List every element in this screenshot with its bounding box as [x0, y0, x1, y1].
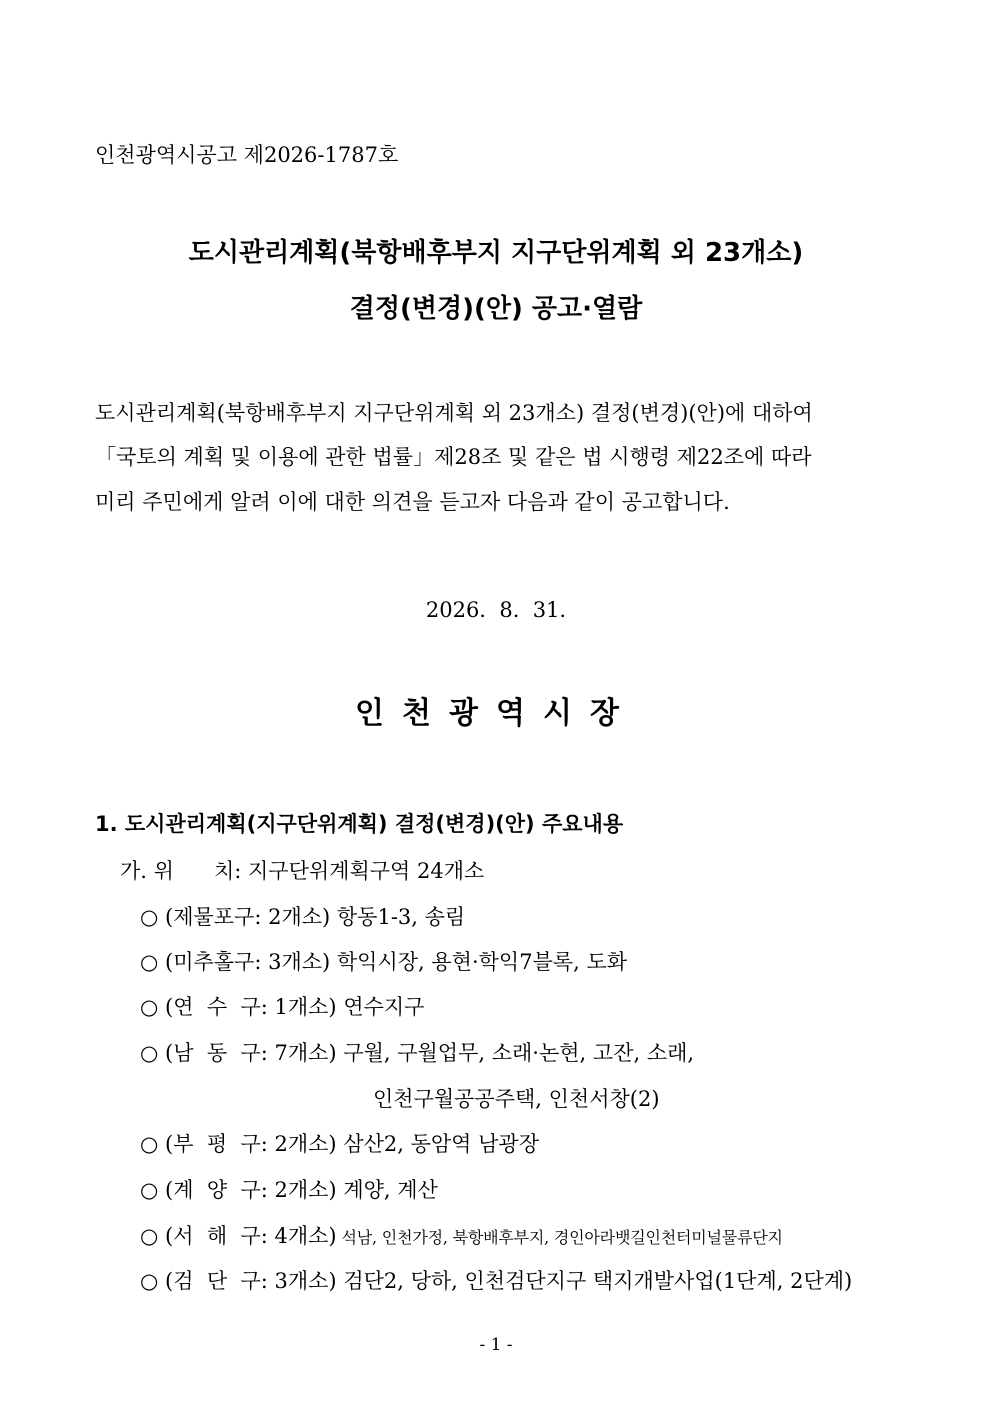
- district-places: 검단2, 당하, 인천검단지구 택지개발사업(1단계, 2단계): [336, 1269, 853, 1293]
- section-1-heading: 1. 도시관리계획(지구단위계획) 결정(변경)(안) 주요내용: [95, 812, 624, 836]
- district-label: ○ (제물포구: 2개소): [140, 905, 331, 929]
- signature: 인천광역시장: [355, 696, 637, 731]
- district-places: 삼산2, 동암역 남광장: [336, 1132, 539, 1156]
- body-line-3: 미리 주민에게 알려 이에 대한 의견을 듣고자 다음과 같이 공고합니다.: [95, 490, 730, 514]
- list-item: [140, 901, 465, 931]
- district-label: ○ (미추홀구: 3개소): [140, 950, 331, 974]
- district-label: ○ (남 동 구: 7개소): [140, 1041, 337, 1065]
- list-item: [140, 1128, 539, 1158]
- list-item: [140, 1174, 438, 1204]
- location-line: [120, 855, 484, 885]
- list-item: [140, 1265, 852, 1295]
- title-line-1: 도시관리계획(북항배후부지 지구단위계획 외 23개소): [188, 238, 804, 268]
- district-label: ○ (검 단 구: 3개소): [140, 1269, 337, 1293]
- list-item: [140, 1220, 783, 1250]
- district-places: 학익시장, 용현·학익7블록, 도화: [330, 950, 628, 974]
- district-places-continuation: 인천구월공공주택, 인천서창(2): [373, 1087, 660, 1111]
- page-number: - 1 -: [479, 1335, 513, 1355]
- district-places: 구월, 구월업무, 소래·논현, 고잔, 소래,: [336, 1041, 695, 1065]
- location-label: 가. 위 치:: [120, 859, 242, 883]
- district-label: ○ (계 양 구: 2개소): [140, 1178, 337, 1202]
- district-places: 석남, 인천가정, 북항배후부지, 경인아라뱃길인천터미널물류단지: [336, 1228, 783, 1247]
- district-places: 연수지구: [336, 995, 425, 1019]
- notice-number: 인천광역시공고 제2026-1787호: [95, 143, 399, 167]
- list-item: [140, 946, 627, 976]
- location-value: 지구단위계획구역 24개소: [241, 859, 485, 883]
- list-item: [140, 991, 424, 1021]
- list-item: [140, 1037, 694, 1067]
- district-places: 계양, 계산: [336, 1178, 438, 1202]
- district-places: 항동1-3, 송림: [330, 905, 466, 929]
- title-line-2: 결정(변경)(안) 공고·열람: [349, 294, 643, 324]
- body-line-2: 「국토의 계획 및 이용에 관한 법률」제28조 및 같은 법 시행령 제22조에 따라: [95, 445, 812, 469]
- district-label: ○ (부 평 구: 2개소): [140, 1132, 337, 1156]
- notice-date: 2026. 8. 31.: [425, 598, 567, 622]
- district-label: ○ (서 해 구: 4개소): [140, 1224, 337, 1248]
- body-line-1: 도시관리계획(북항배후부지 지구단위계획 외 23개소) 결정(변경)(안)에 대하여: [95, 401, 813, 425]
- district-label: ○ (연 수 구: 1개소): [140, 995, 337, 1019]
